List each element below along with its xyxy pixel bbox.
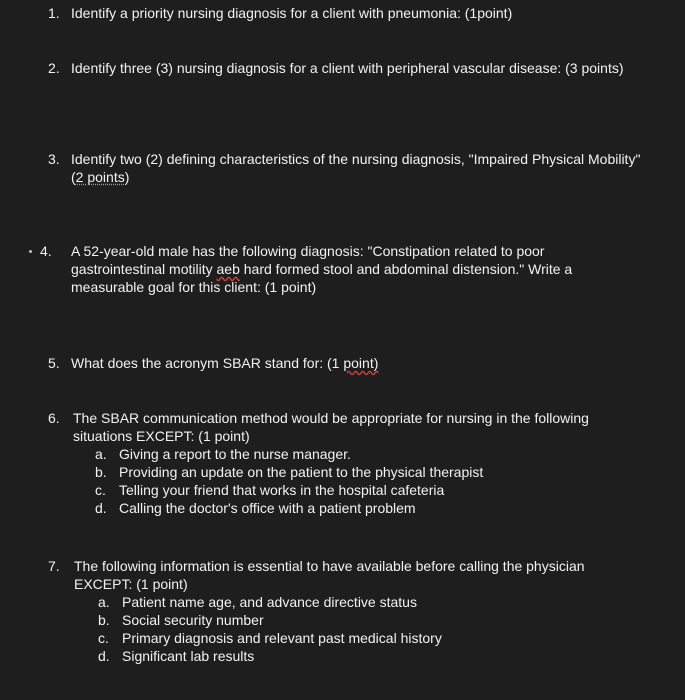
question-text: Identify a priority nursing diagnosis for a client with pneumonia: (1point): [71, 5, 513, 21]
option-letter: d.: [98, 648, 110, 664]
answer-option: [98, 611, 640, 629]
question-text: The following information is essential to have available before calling the physician EXCEPT: (1 point): [74, 558, 585, 592]
question-number: 2.: [48, 60, 60, 76]
answer-option: [98, 647, 640, 665]
option-text: Calling the doctor's office with a patient problem: [119, 500, 416, 516]
option-letter: a.: [95, 446, 107, 462]
spellcheck-flagged-text: 2 points: [75, 169, 125, 185]
question-text: The SBAR communication method would be appropriate for nursing in the following situations EXCEPT: (1 point): [73, 410, 589, 444]
question-text: [71, 150, 645, 186]
spellcheck-flagged-text: aeb: [216, 261, 240, 277]
option-text: Social security number: [122, 612, 264, 628]
answer-option: [95, 481, 645, 499]
question-2: [48, 59, 675, 77]
question-5: [48, 354, 675, 372]
option-letter: a.: [98, 594, 110, 610]
question-text-end: ): [124, 169, 130, 185]
option-text: Patient name age, and advance directive status: [122, 594, 417, 610]
bullet-marker: [29, 250, 32, 253]
answer-option: [98, 629, 640, 647]
question-6: [48, 409, 645, 517]
answer-option: [98, 593, 640, 611]
option-letter: c.: [95, 482, 106, 498]
option-letter: b.: [98, 612, 110, 628]
option-text: Giving a report to the nurse manager.: [119, 446, 351, 462]
question-text-start: What does the acronym SBAR stand for: (1: [71, 355, 344, 371]
spellcheck-flagged-text: point): [343, 355, 379, 371]
answer-options: [95, 445, 645, 517]
option-text: Providing an update on the patient to the physical therapist: [119, 464, 484, 480]
question-text-main: Identify two (2) defining characteristics of the nursing diagnosis, "Impaired Physical Mobility" (: [71, 151, 641, 185]
question-1: [48, 4, 675, 22]
option-text: Telling your friend that works in the hospital cafeteria: [119, 482, 445, 498]
question-number: 7.: [48, 558, 60, 574]
question-3: [48, 150, 645, 186]
question-number: 5.: [48, 355, 60, 371]
question-text-end: hard formed stool and abdominal distension." Write a measurable goal for this client: (1 point): [71, 261, 573, 295]
option-text: Significant lab results: [122, 648, 255, 664]
answer-option: [95, 499, 645, 517]
question-text-start: A 52-year-old male has the following diagnosis: "Constipation related to poor gastrointestinal motility: [71, 243, 545, 277]
question-4: [40, 242, 630, 296]
question-text: [71, 354, 675, 372]
answer-options: [98, 593, 640, 665]
question-text: [71, 242, 630, 296]
question-number: 3.: [48, 151, 60, 167]
answer-option: [95, 445, 645, 463]
option-letter: c.: [98, 630, 109, 646]
question-number: 6.: [48, 410, 60, 426]
question-number: 1.: [48, 5, 60, 21]
question-7: [48, 557, 640, 665]
option-letter: b.: [95, 464, 107, 480]
option-letter: d.: [95, 500, 107, 516]
question-text: Identify three (3) nursing diagnosis for a client with peripheral vascular disease: (3 points): [71, 60, 624, 76]
question-number: 4.: [40, 243, 52, 259]
answer-option: [95, 463, 645, 481]
option-text: Primary diagnosis and relevant past medical history: [122, 630, 442, 646]
